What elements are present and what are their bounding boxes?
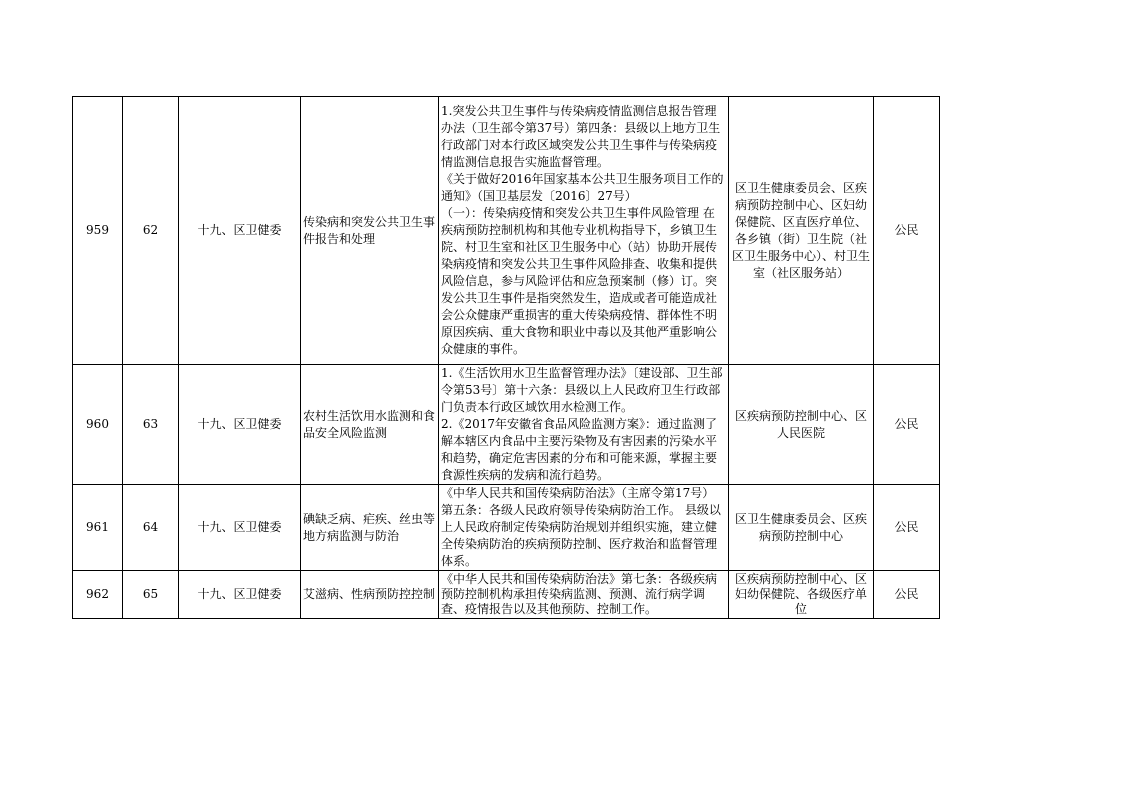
legal-basis-paragraph: （一）：传染病疫情和突发公共卫生事件风险管理 在疾病预防控制机构和其他专业机构指导下，乡镇卫生院、村卫生室和社区卫生服务中心（站）协助开展传染病疫情和突发公共卫生事件风险排查、收集和提供风险信息，参与风险评估和应急预案制（修）订。突发公共卫生事件是指突然发生，造成或者可能造成社会公众健康严重损害的重大传染病疫情、群体性不明原因疾病、重大食物和职业中毒以及其他严重影响公众健康的事件。 (441, 206, 718, 356)
item-name-cell: 农村生活饮用水监测和食品安全风险监测 (301, 365, 439, 485)
legal-basis-paragraph: 1.突发公共卫生事件与传染病疫情监测信息报告管理办法（卫生部令第37号）第四条：县级以上地方卫生行政部门对本行政区域突发公共卫生事件与传染病疫情监测信息报告实施监督管理。 (441, 104, 721, 169)
serial-number-cell: 962 (73, 571, 123, 619)
service-list-table (72, 96, 940, 619)
legal-basis-paragraph: 《中华人民共和国传染病防治法》（主席令第17号）第五条：各级人民政府领导传染病防治工作。 县级以上人民政府制定传染病防治规划并组织实施，建立健全传染病防治的疾病预防控制、医疗救治和监督管理体系。 (441, 486, 721, 568)
service-target-cell: 公民 (874, 97, 940, 365)
table-row (73, 97, 940, 365)
department-cell: 十九、区卫健委 (179, 571, 301, 619)
service-target-cell: 公民 (874, 485, 940, 571)
department-cell: 十九、区卫健委 (179, 485, 301, 571)
serial-number-cell: 959 (73, 97, 123, 365)
service-target-cell: 公民 (874, 571, 940, 619)
sub-number-cell: 64 (123, 485, 179, 571)
department-cell: 十九、区卫健委 (179, 97, 301, 365)
serial-number-cell: 960 (73, 365, 123, 485)
legal-basis-cell (439, 571, 729, 619)
responsible-unit-cell: 区疾病预防控制中心、区人民医院 (729, 365, 874, 485)
legal-basis-cell (439, 485, 729, 571)
responsible-unit-cell: 区卫生健康委员会、区疾病预防控制中心 (729, 485, 874, 571)
responsible-unit-cell: 区卫生健康委员会、区疾病预防控制中心、区妇幼保健院、区直医疗单位、各乡镇（街）卫生院（社区卫生服务中心）、村卫生室（社区服务站） (729, 97, 874, 365)
department-cell: 十九、区卫健委 (179, 365, 301, 485)
legal-basis-paragraph: 1.《生活饮用水卫生监督管理办法》〔建设部、卫生部令第53号〕第十六条：县级以上人民政府卫生行政部门负责本行政区域饮用水检测工作。 (441, 366, 723, 414)
item-name-cell: 碘缺乏病、疟疾、丝虫等地方病监测与防治 (301, 485, 439, 571)
sub-number-cell: 63 (123, 365, 179, 485)
legal-basis-cell (439, 97, 729, 365)
table-row (73, 571, 940, 619)
serial-number-cell: 961 (73, 485, 123, 571)
sub-number-cell: 62 (123, 97, 179, 365)
legal-basis-paragraph: 2.《2017年安徽省食品风险监测方案》：通过监测了解本辖区内食品中主要污染物及有害因素的污染水平和趋势，确定危害因素的分布和可能来源，掌握主要食源性疾病的发病和流行趋势。 (441, 417, 718, 482)
item-name-cell: 艾滋病、性病预防控控制 (301, 571, 439, 619)
item-name-cell: 传染病和突发公共卫生事件报告和处理 (301, 97, 439, 365)
sub-number-cell: 65 (123, 571, 179, 619)
legal-basis-cell (439, 365, 729, 485)
table-row (73, 365, 940, 485)
responsible-unit-cell: 区疾病预防控制中心、区妇幼保健院、各级医疗单位 (729, 571, 874, 619)
table-row (73, 485, 940, 571)
service-target-cell: 公民 (874, 365, 940, 485)
legal-basis-paragraph: 《关于做好2016年国家基本公共卫生服务项目工作的通知》（国卫基层发〔2016〕27号） (441, 172, 724, 203)
legal-basis-paragraph: 《中华人民共和国传染病防治法》第七条：各级疾病预防控制机构承担传染病监测、预测、流行病学调查、疫情报告以及其他预防、控制工作。 (441, 572, 718, 616)
